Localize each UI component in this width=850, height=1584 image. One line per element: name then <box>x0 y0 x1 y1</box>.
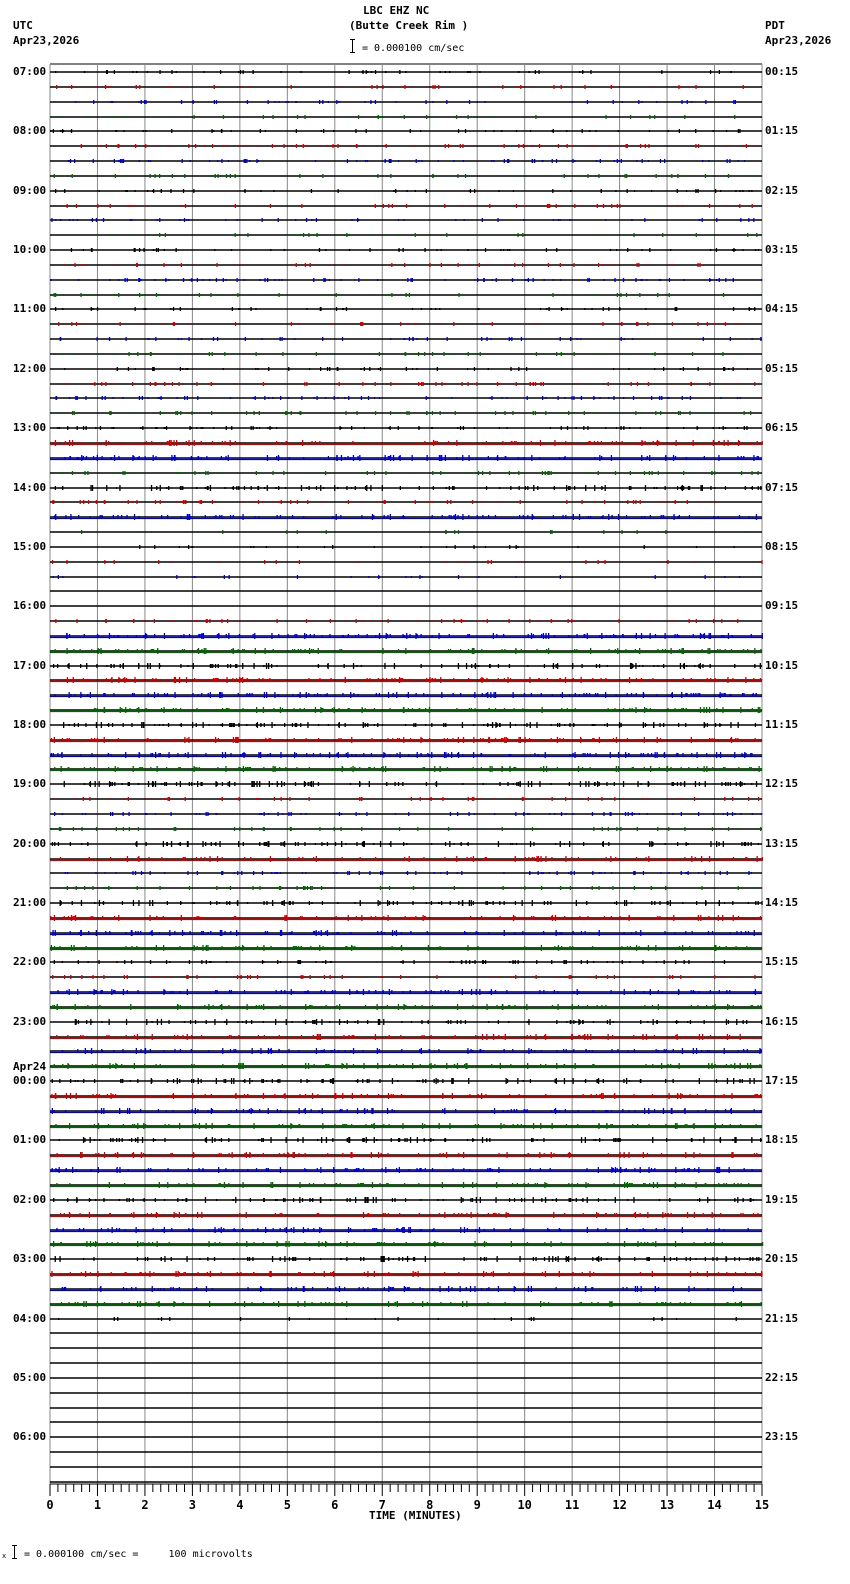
pdt-hour-label: 21:15 <box>765 1312 799 1325</box>
footer-scale-note: = 0.000100 cm/sec = 100 microvolts <box>24 1549 253 1560</box>
pdt-hour-label: 05:15 <box>765 362 799 375</box>
utc-hour-label: 19:00 <box>13 777 47 790</box>
x-tick-label: 8 <box>426 1498 434 1512</box>
x-tick-label: 13 <box>659 1498 675 1512</box>
pdt-hour-label: 02:15 <box>765 184 799 197</box>
utc-hour-label: 21:00 <box>13 896 47 909</box>
utc-hour-label: 04:00 <box>13 1312 47 1325</box>
utc-hour-label: 22:00 <box>13 955 47 968</box>
utc-hour-label: 01:00 <box>13 1133 47 1146</box>
utc-hour-label: 05:00 <box>13 1371 47 1384</box>
utc-hour-label: 16:00 <box>13 599 47 612</box>
utc-hour-label: 12:00 <box>13 362 47 375</box>
pdt-hour-label: 01:15 <box>765 124 799 137</box>
x-tick-label: 7 <box>378 1498 386 1512</box>
pdt-hour-label: 18:15 <box>765 1133 799 1146</box>
x-axis-title: TIME (MINUTES) <box>369 1509 462 1522</box>
x-tick-label: 5 <box>283 1498 291 1512</box>
pdt-hour-label: 03:15 <box>765 243 799 256</box>
x-tick-label: 2 <box>141 1498 149 1512</box>
utc-hour-label: 20:00 <box>13 837 47 850</box>
pdt-hour-label: 17:15 <box>765 1074 799 1087</box>
x-tick-label: 0 <box>46 1498 54 1512</box>
station-location: (Butte Creek Rim ) <box>349 19 469 32</box>
left-timezone: UTC <box>13 19 33 32</box>
x-tick-label: 1 <box>93 1498 102 1512</box>
pdt-hour-label: 15:15 <box>765 955 799 968</box>
pdt-hour-label: 20:15 <box>765 1252 799 1265</box>
right-timezone: PDT <box>765 19 785 32</box>
pdt-hour-label: 16:15 <box>765 1015 799 1028</box>
pdt-hour-label: 04:15 <box>765 302 799 315</box>
utc-hour-label: 03:00 <box>13 1252 47 1265</box>
date-change-label: Apr24 <box>13 1060 47 1073</box>
pdt-hour-label: 10:15 <box>765 659 799 672</box>
utc-hour-label: 06:00 <box>13 1430 47 1443</box>
utc-hour-label: 00:00 <box>13 1074 47 1087</box>
right-date: Apr23,2026 <box>765 34 832 47</box>
pdt-hour-label: 06:15 <box>765 421 799 434</box>
pdt-hour-label: 11:15 <box>765 718 799 731</box>
x-tick-label: 11 <box>564 1498 580 1512</box>
utc-hour-label: 07:00 <box>13 65 47 78</box>
x-tick-label: 14 <box>707 1498 722 1512</box>
x-tick-label: 3 <box>188 1498 197 1512</box>
x-tick-label: 10 <box>517 1498 532 1512</box>
station-title: LBC EHZ NC <box>363 4 430 17</box>
left-date: Apr23,2026 <box>13 34 80 47</box>
utc-hour-label: 09:00 <box>13 184 47 197</box>
pdt-hour-label: 08:15 <box>765 540 799 553</box>
utc-hour-label: 02:00 <box>13 1193 47 1206</box>
x-tick-label: 6 <box>331 1498 339 1512</box>
pdt-hour-label: 19:15 <box>765 1193 799 1206</box>
utc-hour-label: 11:00 <box>13 302 47 315</box>
utc-hour-label: 14:00 <box>13 481 47 494</box>
pdt-hour-label: 14:15 <box>765 896 799 909</box>
x-tick-label: 15 <box>754 1498 770 1512</box>
pdt-hour-label: 12:15 <box>765 777 799 790</box>
pdt-hour-label: 00:15 <box>765 65 799 78</box>
utc-hour-label: 18:00 <box>13 718 47 731</box>
footer-scale-bar-icon <box>14 1545 15 1559</box>
scale-value: = 0.000100 cm/sec <box>362 43 465 54</box>
utc-hour-label: 15:00 <box>13 540 47 553</box>
pdt-hour-label: 07:15 <box>765 481 799 494</box>
utc-hour-label: 17:00 <box>13 659 47 672</box>
utc-hour-label: 23:00 <box>13 1015 47 1028</box>
pdt-hour-label: 13:15 <box>765 837 799 850</box>
pdt-hour-label: 23:15 <box>765 1430 799 1443</box>
footer-marker: x <box>2 1552 7 1560</box>
x-tick-label: 4 <box>236 1498 244 1512</box>
x-tick-label: 9 <box>473 1498 481 1512</box>
utc-hour-label: 08:00 <box>13 124 47 137</box>
pdt-hour-label: 22:15 <box>765 1371 799 1384</box>
utc-hour-label: 13:00 <box>13 421 47 434</box>
x-tick-label: 12 <box>612 1498 627 1512</box>
pdt-hour-label: 09:15 <box>765 599 799 612</box>
utc-hour-label: 10:00 <box>13 243 47 256</box>
